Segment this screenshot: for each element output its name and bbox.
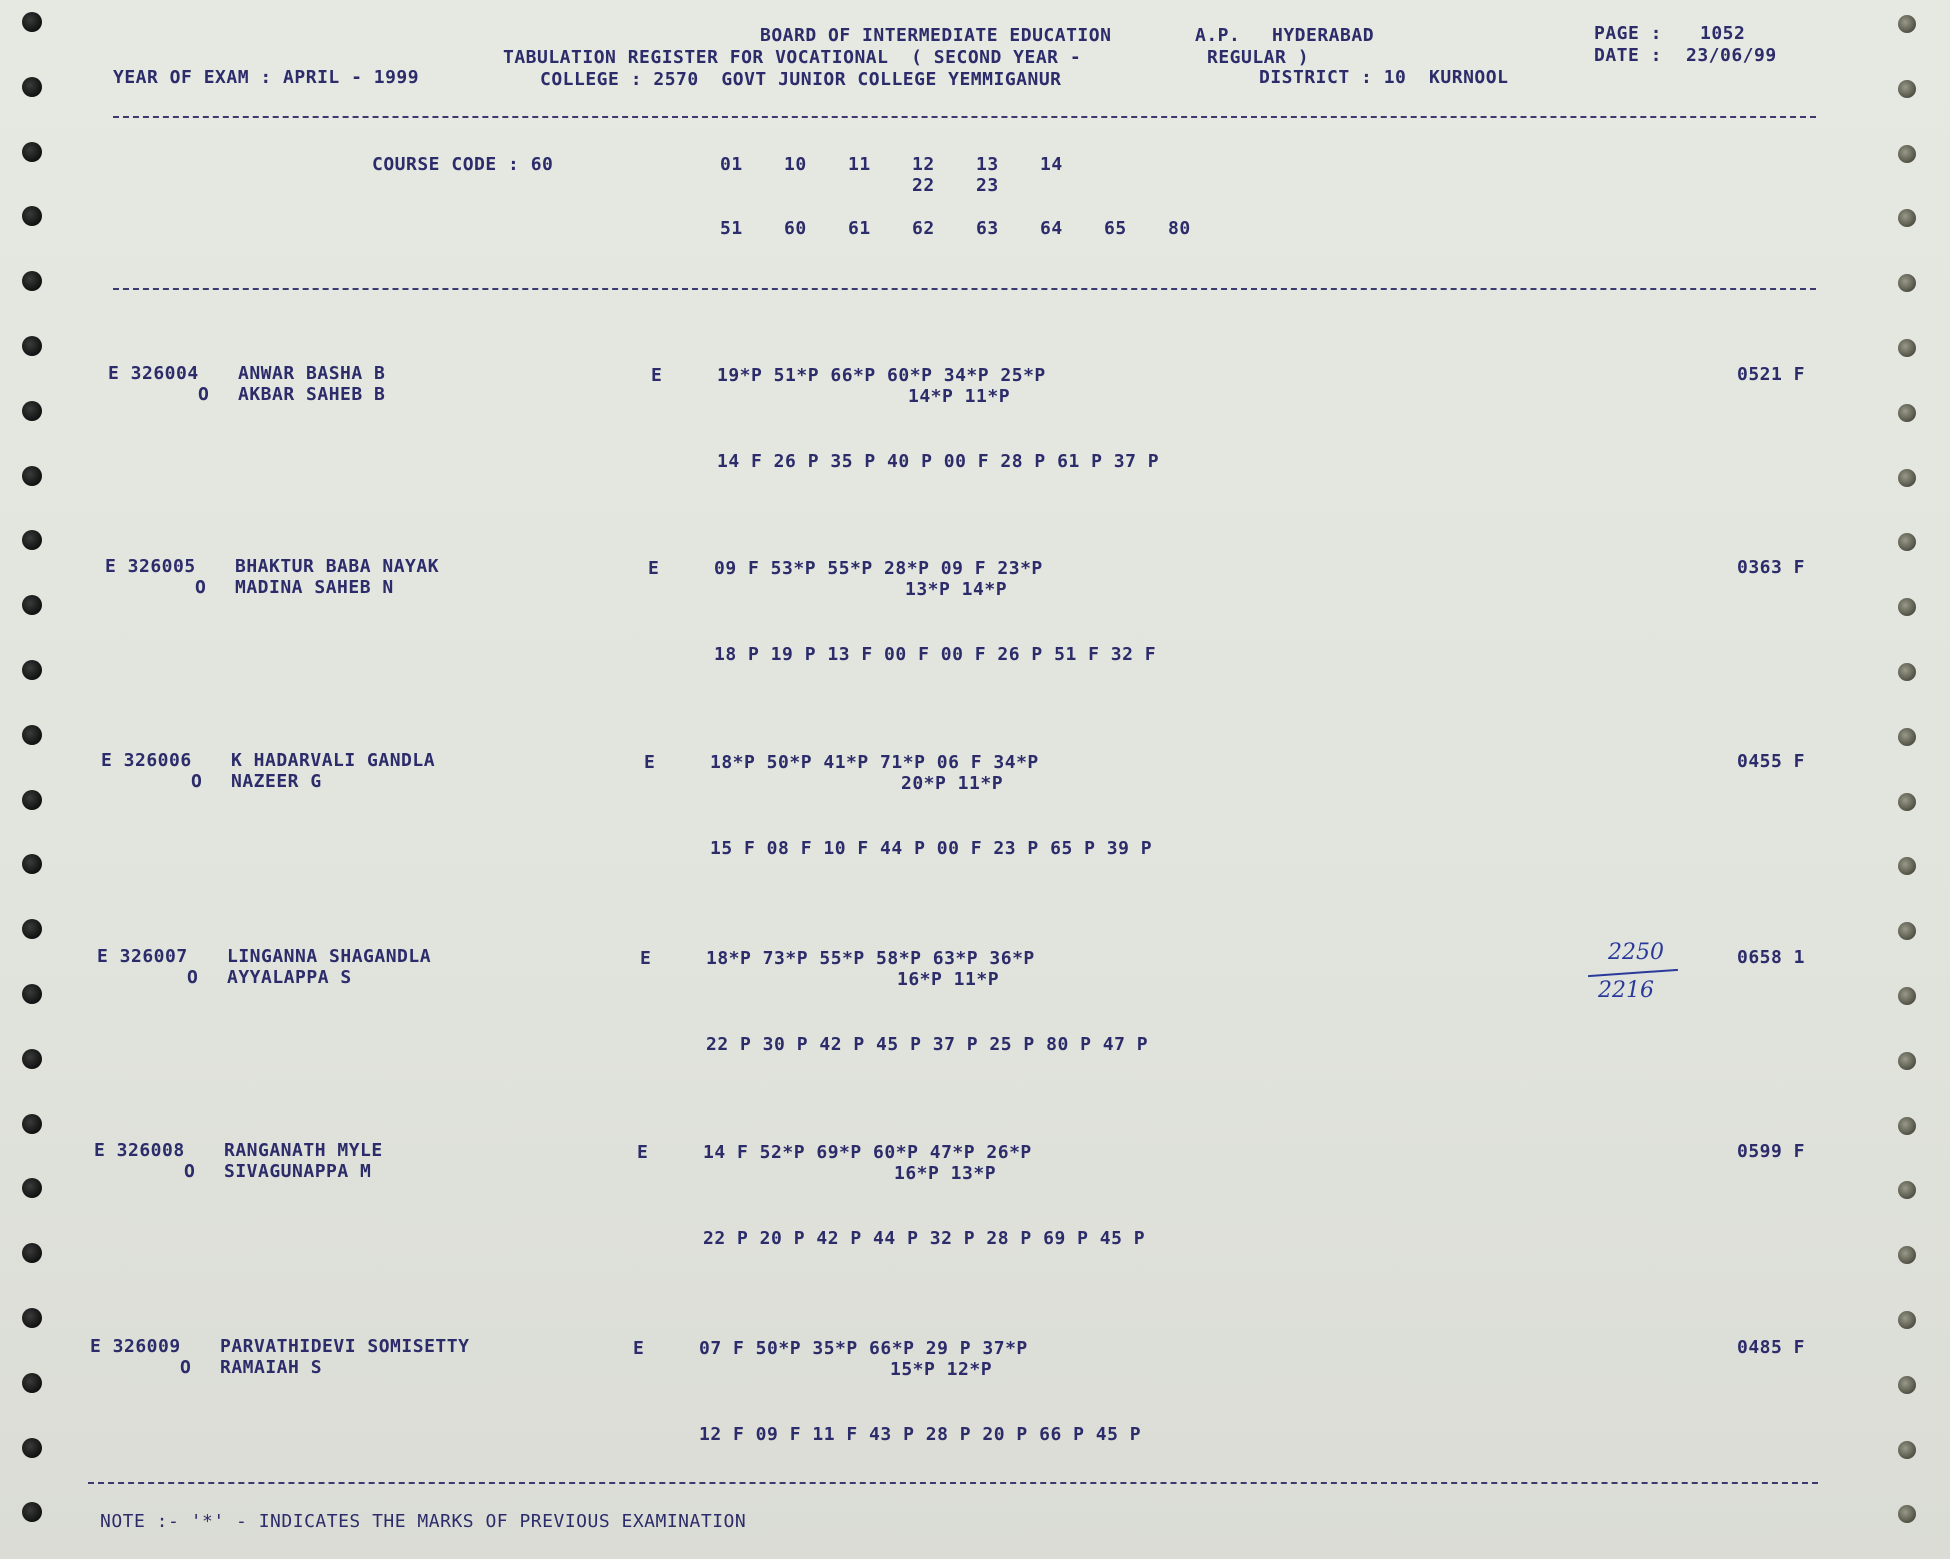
marks-first-year: 07 F 50*P 35*P 66*P 29 P 37*P bbox=[699, 1338, 1028, 1359]
parent-name: AKBAR SAHEB B bbox=[238, 384, 386, 405]
register-regular: REGULAR ) bbox=[1207, 47, 1310, 68]
marks-second-year: 22 P 20 P 42 P 44 P 32 P 28 P 69 P 45 P bbox=[703, 1228, 1146, 1249]
feed-hole bbox=[1898, 1505, 1916, 1523]
course-code-column: 13 bbox=[976, 154, 999, 175]
marks-second-year: 18 P 19 P 13 F 00 F 00 F 26 P 51 F 32 F bbox=[714, 644, 1157, 665]
course-code-subcolumn: 22 bbox=[912, 175, 935, 196]
feed-hole bbox=[22, 660, 42, 680]
course-code-column: 63 bbox=[976, 218, 999, 239]
feed-hole bbox=[1898, 1376, 1916, 1394]
course-code-column: 60 bbox=[784, 218, 807, 239]
feed-hole bbox=[22, 984, 42, 1004]
parent-name: NAZEER G bbox=[231, 771, 322, 792]
marks-first-year: 14 F 52*P 69*P 60*P 47*P 26*P bbox=[703, 1142, 1032, 1163]
parent-prefix: O bbox=[180, 1357, 192, 1378]
course-code-column: 65 bbox=[1104, 218, 1127, 239]
feed-hole bbox=[22, 271, 42, 291]
parent-prefix: O bbox=[198, 384, 210, 405]
student-name: LINGANNA SHAGANDLA bbox=[227, 946, 432, 967]
feed-hole bbox=[1898, 404, 1916, 422]
medium: E bbox=[637, 1142, 649, 1163]
feed-hole bbox=[1898, 274, 1916, 292]
parent-prefix: O bbox=[187, 967, 199, 988]
feed-hole bbox=[22, 595, 42, 615]
feed-hole bbox=[22, 1502, 42, 1522]
feed-hole bbox=[1898, 1311, 1916, 1329]
medium: E bbox=[640, 948, 652, 969]
feed-hole bbox=[1898, 145, 1916, 163]
parent-prefix: O bbox=[191, 771, 203, 792]
marks-first-year-sub: 16*P 11*P bbox=[897, 969, 1000, 990]
footnote: NOTE :- '*' - INDICATES THE MARKS OF PREVIOUS EXAMINATION bbox=[100, 1511, 747, 1532]
feed-hole bbox=[22, 1373, 42, 1393]
feed-hole bbox=[1898, 533, 1916, 551]
marks-second-year: 22 P 30 P 42 P 45 P 37 P 25 P 80 P 47 P bbox=[706, 1034, 1149, 1055]
marks-first-year: 18*P 50*P 41*P 71*P 06 F 34*P bbox=[710, 752, 1039, 773]
page-number: 1052 bbox=[1700, 23, 1746, 44]
college-name: COLLEGE : 2570 GOVT JUNIOR COLLEGE YEMMIGANUR bbox=[540, 69, 1062, 90]
total-and-result: 0455 F bbox=[1737, 751, 1806, 772]
course-code-column: 11 bbox=[848, 154, 871, 175]
feed-hole bbox=[1898, 728, 1916, 746]
feed-hole bbox=[1898, 80, 1916, 98]
board-state: A.P. bbox=[1195, 25, 1241, 46]
course-code-subcolumn: 23 bbox=[976, 175, 999, 196]
student-name: BHAKTUR BABA NAYAK bbox=[235, 556, 440, 577]
board-city: HYDERABAD bbox=[1272, 25, 1375, 46]
total-and-result: 0363 F bbox=[1737, 557, 1806, 578]
course-code-column: 62 bbox=[912, 218, 935, 239]
feed-hole bbox=[22, 1243, 42, 1263]
feed-hole bbox=[22, 1308, 42, 1328]
course-code: COURSE CODE : 60 bbox=[372, 154, 554, 175]
feed-hole bbox=[22, 142, 42, 162]
medium: E bbox=[648, 558, 660, 579]
total-and-result: 0599 F bbox=[1737, 1141, 1806, 1162]
feed-hole bbox=[22, 1114, 42, 1134]
parent-name: RAMAIAH S bbox=[220, 1357, 323, 1378]
handwritten-annotation-top: 2250 bbox=[1608, 940, 1664, 965]
course-code-column: 64 bbox=[1040, 218, 1063, 239]
student-name: ANWAR BASHA B bbox=[238, 363, 386, 384]
marks-second-year: 14 F 26 P 35 P 40 P 00 F 28 P 61 P 37 P bbox=[717, 451, 1160, 472]
course-code-column: 01 bbox=[720, 154, 743, 175]
tractor-feed-holes-right bbox=[1898, 0, 1928, 1559]
feed-hole bbox=[22, 854, 42, 874]
feed-hole bbox=[22, 530, 42, 550]
district-name: DISTRICT : 10 KURNOOL bbox=[1259, 67, 1509, 88]
divider-top bbox=[113, 116, 1816, 118]
parent-name: AYYALAPPA S bbox=[227, 967, 352, 988]
feed-hole bbox=[1898, 987, 1916, 1005]
marks-first-year-sub: 15*P 12*P bbox=[890, 1359, 993, 1380]
feed-hole bbox=[1898, 1441, 1916, 1459]
total-and-result: 0658 1 bbox=[1737, 947, 1806, 968]
feed-hole bbox=[22, 206, 42, 226]
year-of-exam: YEAR OF EXAM : APRIL - 1999 bbox=[113, 67, 420, 88]
student-id: E 326007 bbox=[97, 946, 188, 967]
feed-hole bbox=[22, 790, 42, 810]
parent-prefix: O bbox=[184, 1161, 196, 1182]
student-id: E 326008 bbox=[94, 1140, 185, 1161]
parent-prefix: O bbox=[195, 577, 207, 598]
feed-hole bbox=[1898, 339, 1916, 357]
course-code-column: 14 bbox=[1040, 154, 1063, 175]
student-id: E 326006 bbox=[101, 750, 192, 771]
marks-first-year-sub: 16*P 13*P bbox=[894, 1163, 997, 1184]
marks-first-year-sub: 14*P 11*P bbox=[908, 386, 1011, 407]
medium: E bbox=[651, 365, 663, 386]
feed-hole bbox=[1898, 469, 1916, 487]
feed-hole bbox=[22, 401, 42, 421]
marks-first-year: 19*P 51*P 66*P 60*P 34*P 25*P bbox=[717, 365, 1046, 386]
feed-hole bbox=[1898, 922, 1916, 940]
handwritten-annotation-bottom: 2216 bbox=[1598, 978, 1654, 1003]
parent-name: MADINA SAHEB N bbox=[235, 577, 394, 598]
feed-hole bbox=[22, 77, 42, 97]
course-code-column: 61 bbox=[848, 218, 871, 239]
feed-hole bbox=[22, 919, 42, 939]
student-name: RANGANATH MYLE bbox=[224, 1140, 383, 1161]
feed-hole bbox=[22, 1438, 42, 1458]
divider-middle bbox=[113, 288, 1816, 290]
handwritten-fraction-line bbox=[1588, 969, 1678, 977]
feed-hole bbox=[22, 466, 42, 486]
feed-hole bbox=[22, 1049, 42, 1069]
board-title: BOARD OF INTERMEDIATE EDUCATION bbox=[760, 25, 1112, 46]
marks-first-year: 09 F 53*P 55*P 28*P 09 F 23*P bbox=[714, 558, 1043, 579]
total-and-result: 0521 F bbox=[1737, 364, 1806, 385]
medium: E bbox=[644, 752, 656, 773]
student-name: PARVATHIDEVI SOMISETTY bbox=[220, 1336, 470, 1357]
student-id: E 326004 bbox=[108, 363, 199, 384]
feed-hole bbox=[1898, 1246, 1916, 1264]
student-id: E 326009 bbox=[90, 1336, 181, 1357]
tractor-feed-holes-left bbox=[22, 0, 52, 1559]
page-label: PAGE : bbox=[1594, 23, 1663, 44]
feed-hole bbox=[22, 12, 42, 32]
course-code-column: 80 bbox=[1168, 218, 1191, 239]
total-and-result: 0485 F bbox=[1737, 1337, 1806, 1358]
marks-second-year: 12 F 09 F 11 F 43 P 28 P 20 P 66 P 45 P bbox=[699, 1424, 1142, 1445]
course-code-column: 10 bbox=[784, 154, 807, 175]
date-label: DATE : bbox=[1594, 45, 1663, 66]
marks-first-year-sub: 20*P 11*P bbox=[901, 773, 1004, 794]
print-date: 23/06/99 bbox=[1686, 45, 1777, 66]
medium: E bbox=[633, 1338, 645, 1359]
feed-hole bbox=[1898, 1181, 1916, 1199]
student-id: E 326005 bbox=[105, 556, 196, 577]
student-name: K HADARVALI GANDLA bbox=[231, 750, 436, 771]
marks-first-year-sub: 13*P 14*P bbox=[905, 579, 1008, 600]
course-code-column: 51 bbox=[720, 218, 743, 239]
course-code-column: 12 bbox=[912, 154, 935, 175]
feed-hole bbox=[1898, 15, 1916, 33]
feed-hole bbox=[1898, 209, 1916, 227]
feed-hole bbox=[1898, 1052, 1916, 1070]
divider-bottom bbox=[88, 1482, 1818, 1484]
register-title: TABULATION REGISTER FOR VOCATIONAL ( SECOND YEAR - bbox=[503, 47, 1082, 68]
feed-hole bbox=[22, 725, 42, 745]
feed-hole bbox=[1898, 1117, 1916, 1135]
feed-hole bbox=[1898, 663, 1916, 681]
parent-name: SIVAGUNAPPA M bbox=[224, 1161, 372, 1182]
marks-second-year: 15 F 08 F 10 F 44 P 00 F 23 P 65 P 39 P bbox=[710, 838, 1153, 859]
marks-first-year: 18*P 73*P 55*P 58*P 63*P 36*P bbox=[706, 948, 1035, 969]
feed-hole bbox=[1898, 793, 1916, 811]
feed-hole bbox=[22, 336, 42, 356]
feed-hole bbox=[22, 1178, 42, 1198]
feed-hole bbox=[1898, 857, 1916, 875]
feed-hole bbox=[1898, 598, 1916, 616]
